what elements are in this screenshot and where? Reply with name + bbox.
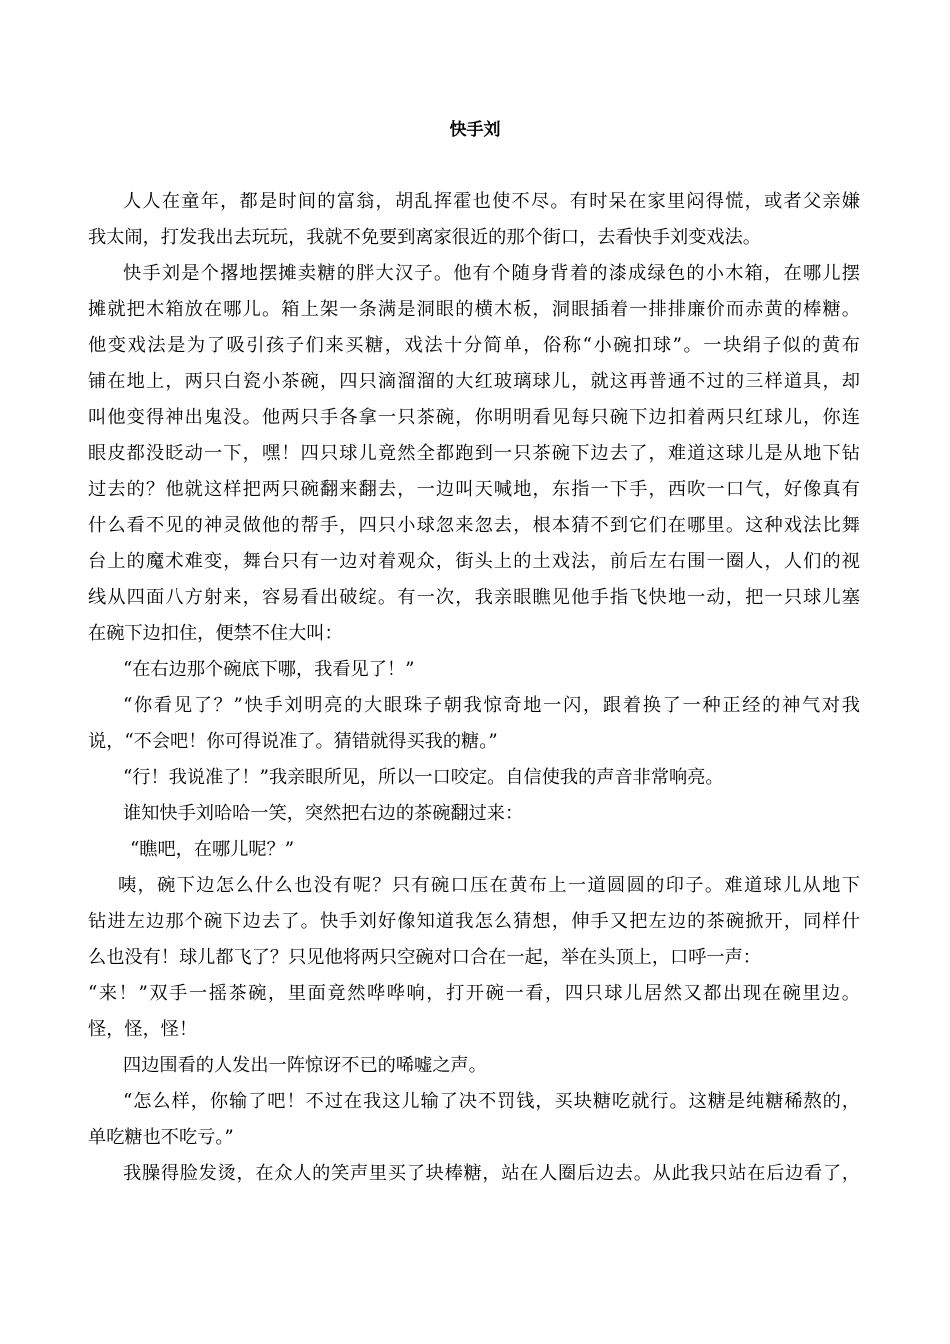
text-line: 台上的魔术难变，舞台只有一边对着观众，街头上的土戏法，前后左右围一圈人，人们的视 bbox=[88, 551, 860, 572]
text-line: 人人在童年，都是时间的富翁，胡乱挥霍也使不尽。有时呆在家里闷得慌，或者父亲嫌 bbox=[123, 191, 860, 212]
text-line: 叫他变得神出鬼没。他两只手各拿一只茶碗，你明明看见每只碗下边扣着两只红球儿，你连 bbox=[88, 407, 860, 428]
text-line: 我臊得脸发烫，在众人的笑声里买了块棒糖，站在人圈后边去。从此我只站在后边看了， bbox=[123, 1163, 860, 1184]
text-line: 过去的？他就这样把两只碗翻来翻去，一边叫天喊地，东指一下手，西吹一口气，好像真有 bbox=[88, 479, 860, 500]
text-line: 线从四面八方射来，容易看出破绽。有一次，我亲眼瞧见他手指飞快地一动，把一只球儿塞 bbox=[88, 587, 860, 608]
text-line: “行！我说准了！”我亲眼所见，所以一口咬定。自信使我的声音非常响亮。 bbox=[123, 767, 724, 788]
text-line: “在右边那个碗底下哪，我看见了！” bbox=[123, 659, 415, 680]
text-line: 说，“不会吧！你可得说准了。猜错就得买我的糖。” bbox=[88, 731, 498, 752]
text-line: “怎么样，你输了吧！不过在我这儿输了决不罚钱，买块糖吃就行。这糖是纯糖稀熬的， bbox=[123, 1091, 860, 1112]
text-line: 他变戏法是为了吸引孩子们来买糖，戏法十分简单，俗称“小碗扣球”。一块绢子似的黄布 bbox=[88, 335, 860, 356]
text-line: “瞧吧，在哪儿呢？” bbox=[130, 839, 295, 860]
text-line: 钻进左边那个碗下边去了。快手刘好像知道我怎么猜想，伸手又把左边的茶碗掀开，同样什 bbox=[88, 911, 860, 932]
text-line: 在碗下边扣住，便禁不住大叫： bbox=[88, 623, 343, 644]
text-line: 摊就把木箱放在哪儿。箱上架一条满是洞眼的横木板，洞眼插着一排排廉价而赤黄的棒糖。 bbox=[88, 299, 860, 320]
text-line: 我太闹，打发我出去玩玩，我就不免要到离家很近的那个街口，去看快手刘变戏法。 bbox=[88, 227, 761, 248]
text-line: 什么看不见的神灵做他的帮手，四只小球忽来忽去，根本猜不到它们在哪里。这种戏法比舞 bbox=[88, 515, 860, 536]
text-line: 快手刘是个撂地摆摊卖糖的胖大汉子。他有个随身背着的漆成绿色的小木箱，在哪儿摆 bbox=[123, 263, 860, 284]
text-line: 咦，碗下边怎么什么也没有呢？只有碗口压在黄布上一道圆圆的印子。难道球儿从地下 bbox=[118, 875, 860, 896]
text-line: 铺在地上，两只白瓷小茶碗，四只滴溜溜的大红玻璃球儿，就这再普通不过的三样道具，却 bbox=[88, 371, 860, 392]
document-title: 快手刘 bbox=[449, 120, 501, 140]
text-line: “你看见了？”快手刘明亮的大眼珠子朝我惊奇地一闪，跟着换了一种正经的神气对我 bbox=[123, 695, 860, 716]
text-line: 单吃糖也不吃亏。” bbox=[88, 1127, 234, 1148]
text-line: 眼皮都没眨动一下，嘿！四只球儿竟然全都跑到一只茶碗下边去了，难道这球儿是从地下钻 bbox=[88, 443, 860, 464]
text-line: 四边围看的人发出一阵惊讶不已的唏嘘之声。 bbox=[123, 1055, 487, 1076]
text-line: 么也没有！球儿都飞了？只见他将两只空碗对口合在一起，举在头顶上，口呼一声： bbox=[88, 947, 761, 968]
text-line: 谁知快手刘哈哈一笑，突然把右边的茶碗翻过来： bbox=[123, 803, 524, 824]
text-line: “来！”双手一摇茶碗，里面竟然哗哗响，打开碗一看，四只球儿居然又都出现在碗里边。 bbox=[88, 983, 860, 1004]
text-line: 怪，怪，怪！ bbox=[88, 1019, 198, 1040]
